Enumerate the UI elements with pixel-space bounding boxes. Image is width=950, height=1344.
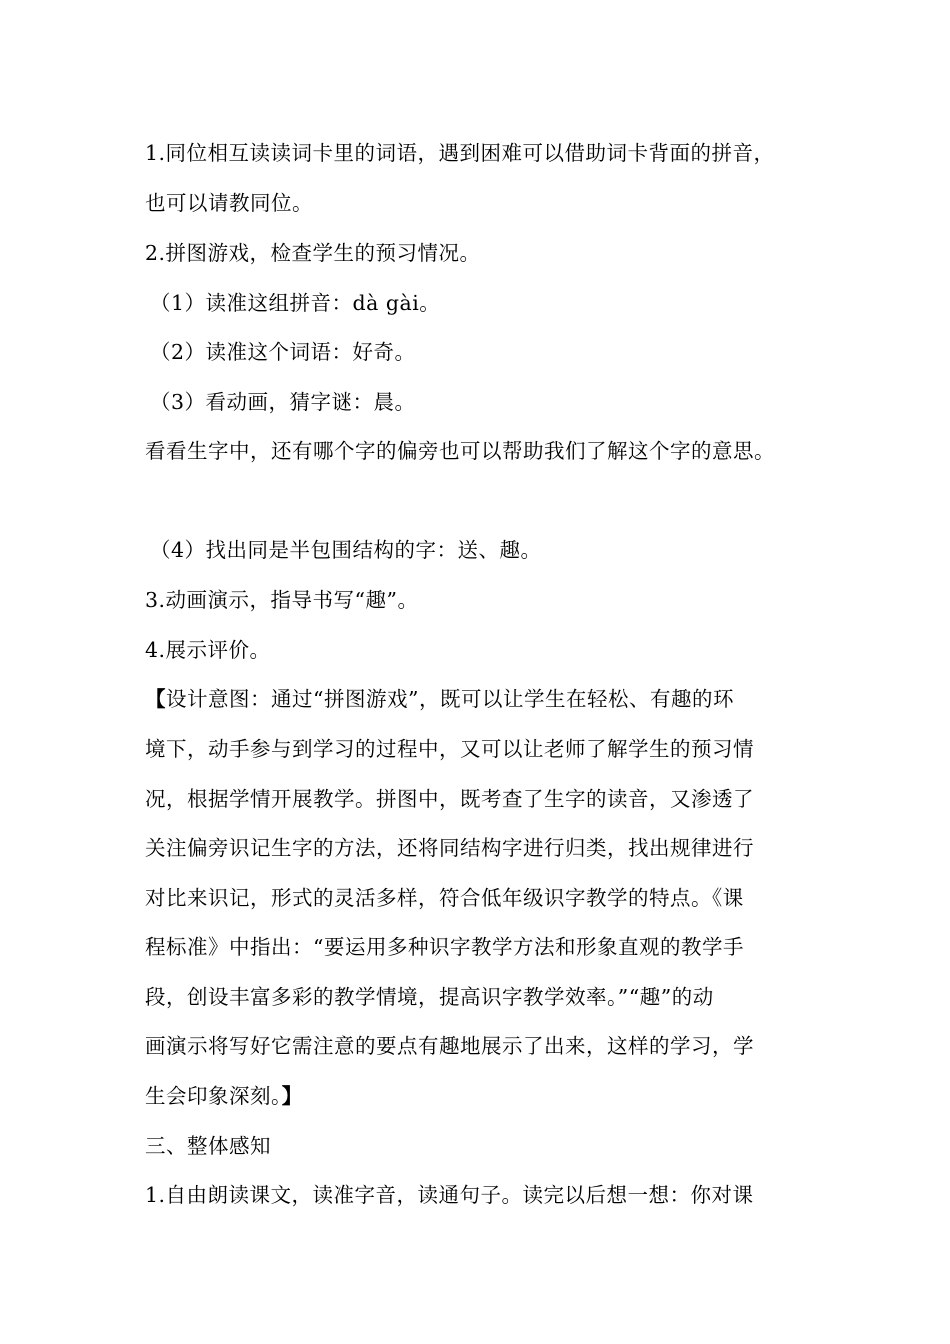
text-line: （3）看动画，猜字谜：晨。 bbox=[150, 390, 416, 414]
section-heading: 三、整体感知 bbox=[145, 1134, 271, 1158]
text-line: （4）找出同是半包围结构的字：送、趣。 bbox=[150, 538, 542, 562]
design-intent-paragraph-start bbox=[145, 684, 734, 714]
text-line: （2）读准这个词语：好奇。 bbox=[150, 340, 416, 364]
text-line: 程标准》中指出：“要运用多种识字教学方法和形象直观的教学手 bbox=[145, 935, 744, 959]
text-line: （1）读准这组拼音：dà gài。 bbox=[150, 291, 441, 315]
text-line: 4.展示评价。 bbox=[145, 638, 271, 662]
close-bracket: 】 bbox=[281, 1084, 303, 1108]
design-intent-paragraph-end bbox=[145, 1081, 303, 1111]
text-line: 画演示将写好它需注意的要点有趣地展示了出来，这样的学习，学 bbox=[145, 1034, 754, 1058]
text-line: 3.动画演示，指导书写“趣”。 bbox=[145, 588, 419, 612]
text-line: 段，创设丰富多彩的教学情境，提高识字教学效率。”“趣”的动 bbox=[145, 985, 714, 1009]
text-line: 也可以请教同位。 bbox=[145, 191, 313, 215]
text-line: 设计意图：通过“拼图游戏”，既可以让学生在轻松、有趣的环 bbox=[166, 687, 734, 711]
text-line: 2.拼图游戏，检查学生的预习情况。 bbox=[145, 241, 481, 265]
text-line: 1.自由朗读课文，读准字音，读通句子。读完以后想一想：你对课 bbox=[145, 1183, 754, 1207]
text-line: 况，根据学情开展教学。拼图中，既考查了生字的读音，又渗透了 bbox=[145, 787, 754, 811]
text-line: 看看生字中，还有哪个字的偏旁也可以帮助我们了解这个字的意思。 bbox=[145, 439, 775, 463]
text-line: 境下，动手参与到学习的过程中，又可以让老师了解学生的预习情 bbox=[145, 737, 754, 761]
text-line: 对比来识记，形式的灵活多样，符合低年级识字教学的特点。《课 bbox=[145, 886, 744, 910]
text-line: 生会印象深刻。 bbox=[145, 1084, 282, 1108]
text-line: 1.同位相互读读词卡里的词语，遇到困难可以借助词卡背面的拼音， bbox=[145, 141, 775, 165]
text-line: 关注偏旁识记生字的方法，还将同结构字进行归类，找出规律进行 bbox=[145, 836, 754, 860]
open-bracket: 【 bbox=[145, 687, 166, 711]
